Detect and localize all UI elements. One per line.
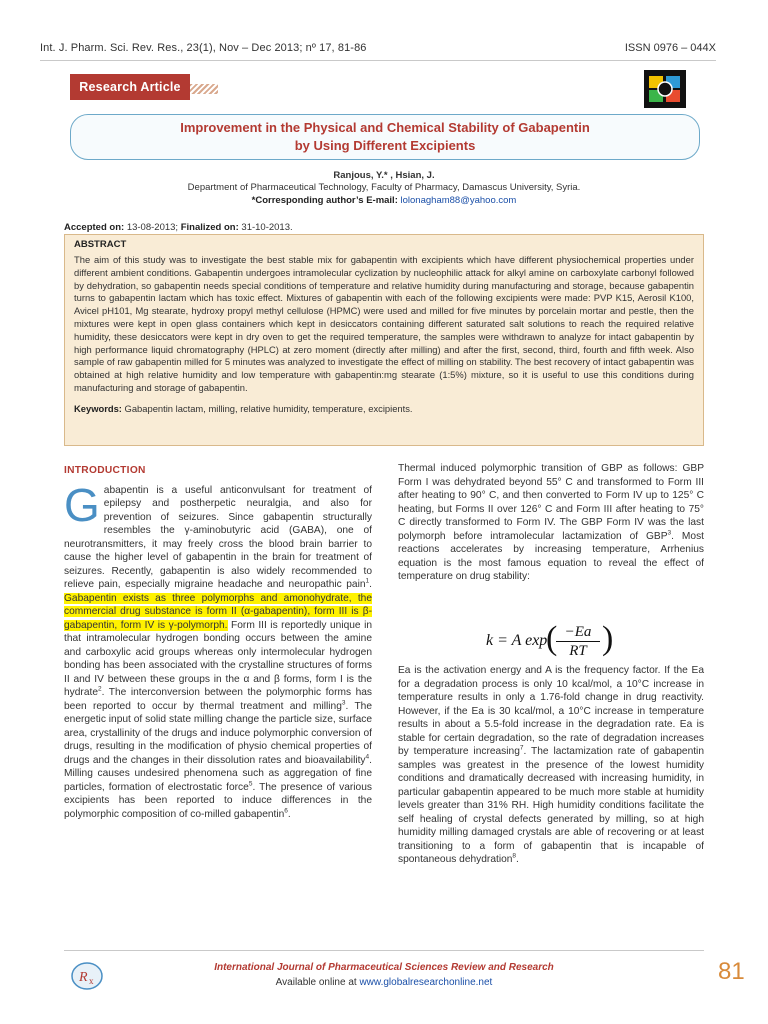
footer-online-label: Available online at	[275, 977, 357, 988]
abstract-box	[64, 234, 704, 446]
finalized-label: Finalized on:	[180, 222, 239, 233]
finalized-date: 31-10-2013.	[241, 222, 293, 233]
right-text-end: .	[516, 854, 519, 865]
citation-ref: 3	[667, 529, 672, 537]
keywords	[74, 403, 694, 414]
footer-availability	[0, 977, 768, 988]
corresponding-author	[0, 195, 768, 206]
citation-ref: 5	[248, 780, 253, 788]
article-type-badge: Research Article	[70, 74, 190, 100]
equation-denominator: RT	[569, 643, 587, 659]
corresponding-label: *Corresponding author’s E-mail:	[251, 195, 398, 206]
accepted-date: 13-08-2013;	[126, 222, 179, 233]
svg-text:x: x	[89, 976, 94, 986]
article-title-box	[70, 114, 700, 160]
intro-text-3: . The interconversion between the polymorphic forms has been reported to occur by thermal treatment and milling	[64, 687, 372, 712]
equation-numerator: −Ea	[556, 624, 600, 642]
journal-logo-icon	[644, 70, 686, 108]
authors: Ranjous, Y.* , Hsian, J.	[333, 170, 435, 181]
issn: ISSN 0976 – 044X	[624, 42, 716, 54]
page-number: 81	[718, 958, 745, 985]
citation-ref: 8	[512, 852, 517, 860]
intro-text-5: . Milling causes undesired phenomena such as aggregation of fine particles, formation of electrostatic force	[64, 754, 372, 793]
citation-ref: 4	[365, 753, 370, 761]
citation-ref: 1	[365, 577, 370, 585]
equation-left: k = A exp	[486, 632, 548, 649]
equation-left-paren: (	[546, 620, 558, 657]
activation-paragraph	[398, 664, 704, 867]
author-email-link[interactable]: lolonagham88@yahoo.com	[400, 195, 517, 206]
footer-divider	[64, 950, 704, 951]
citation-ref: 2	[97, 685, 102, 693]
header-divider	[40, 60, 716, 61]
highlighted-text: Gabapentin exists as three polymorphs and amonohydrate, the commercial drug substance is form II (α-gabapentin), form III is β-gabapentin, form IV is γ-polymorph.	[64, 592, 372, 631]
right-text-1b: . Most reactions accelerates by increasing temperature, Arrhenius equation is the most famous equation to reveal the effect of temperature on drug stability:	[398, 530, 704, 582]
keywords-text: Gabapentin lactam, milling, relative humidity, temperature, excipients.	[124, 402, 413, 414]
equation-fraction	[556, 624, 600, 660]
equation-right-paren: )	[602, 620, 614, 657]
article-title-line-1: Improvement in the Physical and Chemical Stability of Gabapentin	[180, 120, 590, 135]
article-dates	[64, 222, 293, 233]
accepted-label: Accepted on:	[64, 222, 125, 233]
article-title-line-2: by Using Different Excipients	[294, 138, 476, 153]
intro-text-2: Form III is reportedly unique in that intramolecular hydrogen bonding occurs between the amine and carboxylic acid groups whereas only intermolecular hydrogen bonding has been associated with the crystalline structures of forms II and IV between these groups in the α and β forms, form I is the hydrate	[64, 619, 373, 698]
right-text-3: . The lactamization rate of gabapentin samples was greatest in the presence of the lowest humidity conditions and dramatically decreased with increasing humidity, in particular gabapentin appeared to be much more stable at humidity levels greater than 31% RH. High humidity conditions facilitate the self healing of crystal defects generated by milling, so at high humidity milling damaged crystals are able of recovering or at least transitioning to a form of gabapentin that is incapable of spontaneous dehydration	[398, 746, 704, 865]
citation-ref: 6	[284, 807, 288, 815]
introduction-column: INTRODUCTION G abapentin is a useful anticonvulsant for treatment of epilepsy and postherpetic neuralgia, and also for prevention of seizures. Since gabapentin structurally resembles the γ-aminobutyric acid (GABA), one of neurotransmitters, it may freely cross the blood brain barrier to cause the higher level of gabapentin in the brain for treatment of seizures. Recently, gabapentin is also widely recommended to relieve pain, especially migraine headache and neuropathic pain$^1$. Gabapentin exists as three polymorphs and amonohydrate, the commercial drug substance is form II (α-gabapentin), form III is β-gabapentin, form IV is γ-polymorph. Form III is reportedly unique in that intramolecular hydrogen bonding occurs between the amine and carboxylic acid groups whereas only intermolecular hydrogen bonding has been associated with the crystalline structures of forms II and IV between these groups in the α and β forms, form I is the hydrate$^2$. The interconversion between the polymorphic forms has been reported to occur by thermal treatment and milling$^3$. The energetic input of solid state milling change the particle size, surface area, crystallinity of the drugs and induce polymorphic conversion of drugs, resulting in the modification of physio chemical properties of drugs and the changes in their dissolution rates and bioavailability$^4$. Milling causes undesired phenomena such as aggregation of fine particles, formation of electrostatic force$^5$. The presence of various excipients has been reported to induce differences in the polymorphic composition of co-milled gabapentin$^6$.	[64, 465, 373, 820]
abstract-text: The aim of this study was to investigate the best stable mix for gabapentin with excipients which have different physiochemical properties under different ambient conditions. Gabapentin undergoes intramolecular cyclization by nucleophilic attack for alkyl amine on carboxylate carbonyl followed by dehydration, so gabapentin needs special conditions of temperature and relative humidity during manufacturing and storage, because gabapentin turns to gabapentin lactam which has toxic effect. Mixtures of gabapentin with each of the following excipients were made: PVP K15, Aerosil K100, Avicel pH101, Mg stearate, hydroxy propyl methyl cellulose (HPMC) were used and milled for five minutes by porcelain mortar and pestle, then the mixtures were kept in open glass containers which kept in desiccators containing different saturated salt solutions to reach the required relative humidity, these desiccators were kept in dry oven to get the required temperature, the samples were withdrawn to analyze for intact gabapentin by high performance liquid chromatography (HPLC) at zero moment (directly after milling) and after the first, second, third, fourth and fifth week. Also sample of raw gabapentin milled for 5 minutes was analyzed to investigate the effect of milling on stability. The best recovery of intact gabapentin was obtained at high relative humidity and low temperature with gabapentin:mg stearate (1:5%) mixture, so it is useful to use this conditions during manufacturing and storage of gabapentin.	[74, 254, 694, 393]
intro-text-1: abapentin is a useful anticonvulsant for treatment of epilepsy and postherpetic neuralgia, and also for prevention of seizures. Since gabapentin structurally resembles the γ-aminobutyric acid (GABA), one of neurotransmitters, it may freely cross the blood brain barrier to cause the higher level of gabapentin in the brain for treatment of seizures. Recently, gabapentin is also widely recommended to relieve pain, especially migraine headache and neuropathic pain	[64, 484, 372, 590]
intro-text-4: . The energetic input of solid state milling change the particle size, surface area, crystallinity of the drugs and induce polymorphic conversion of drugs, resulting in the modification of physio chemical properties of drugs and the changes in their dissolution rates and bioavailability	[64, 700, 372, 766]
journal-citation: Int. J. Pharm. Sci. Rev. Res., 23(1), Nov – Dec 2013; nº 17, 81-86	[40, 42, 367, 54]
badge-decoration	[190, 84, 218, 94]
keywords-label: Keywords:	[74, 402, 122, 414]
citation-ref: 3	[341, 699, 346, 707]
right-text-1: Thermal induced polymorphic transition of GBP as follows: GBP Form I was dehydrated beyond 55° C and transformed to Form III after heating to 90° C, and then converted to Form IV up to 125° C heating, but Forms II over 126° C and Form III after heating to 75° C directly transformed to Form IV. The GBP Form IV was the last polymorph before intramolecular lactamization of GBP	[398, 463, 704, 542]
right-column	[398, 462, 704, 867]
footer-website-link[interactable]: www.globalresearchonline.net	[359, 977, 493, 988]
arrhenius-equation	[486, 620, 626, 662]
thermal-paragraph	[398, 462, 704, 606]
drop-cap: G	[64, 478, 100, 531]
intro-text-end: .	[287, 808, 291, 820]
svg-text:R: R	[79, 970, 88, 985]
intro-text-6: . The presence of various excipients has been reported to induce differences in the polymorphic composition of co-milled gabapentin	[64, 781, 372, 820]
introduction-heading: INTRODUCTION	[64, 465, 146, 476]
citation-ref: 7	[519, 744, 524, 752]
abstract-heading: ABSTRACT	[74, 239, 127, 250]
footer-journal-name: International Journal of Pharmaceutical Sciences Review and Research	[214, 962, 554, 973]
affiliation: Department of Pharmaceutical Technology, Faculty of Pharmacy, Damascus University, Syria.	[187, 182, 581, 193]
right-text-2: Ea is the activation energy and A is the frequency factor. If the Ea for a degradation process is only 10 kcal/mol, a 10°C increase in temperature results in only a 1.76-fold change in drug reactivity. However, if the Ea is 30 kcal/mol, a 10°C increase in temperature results in about a 5.5-fold increase in the degradation rate. Ea is stable for certain degradation, so the rate of degradation increases by temperature increasing	[398, 665, 704, 757]
